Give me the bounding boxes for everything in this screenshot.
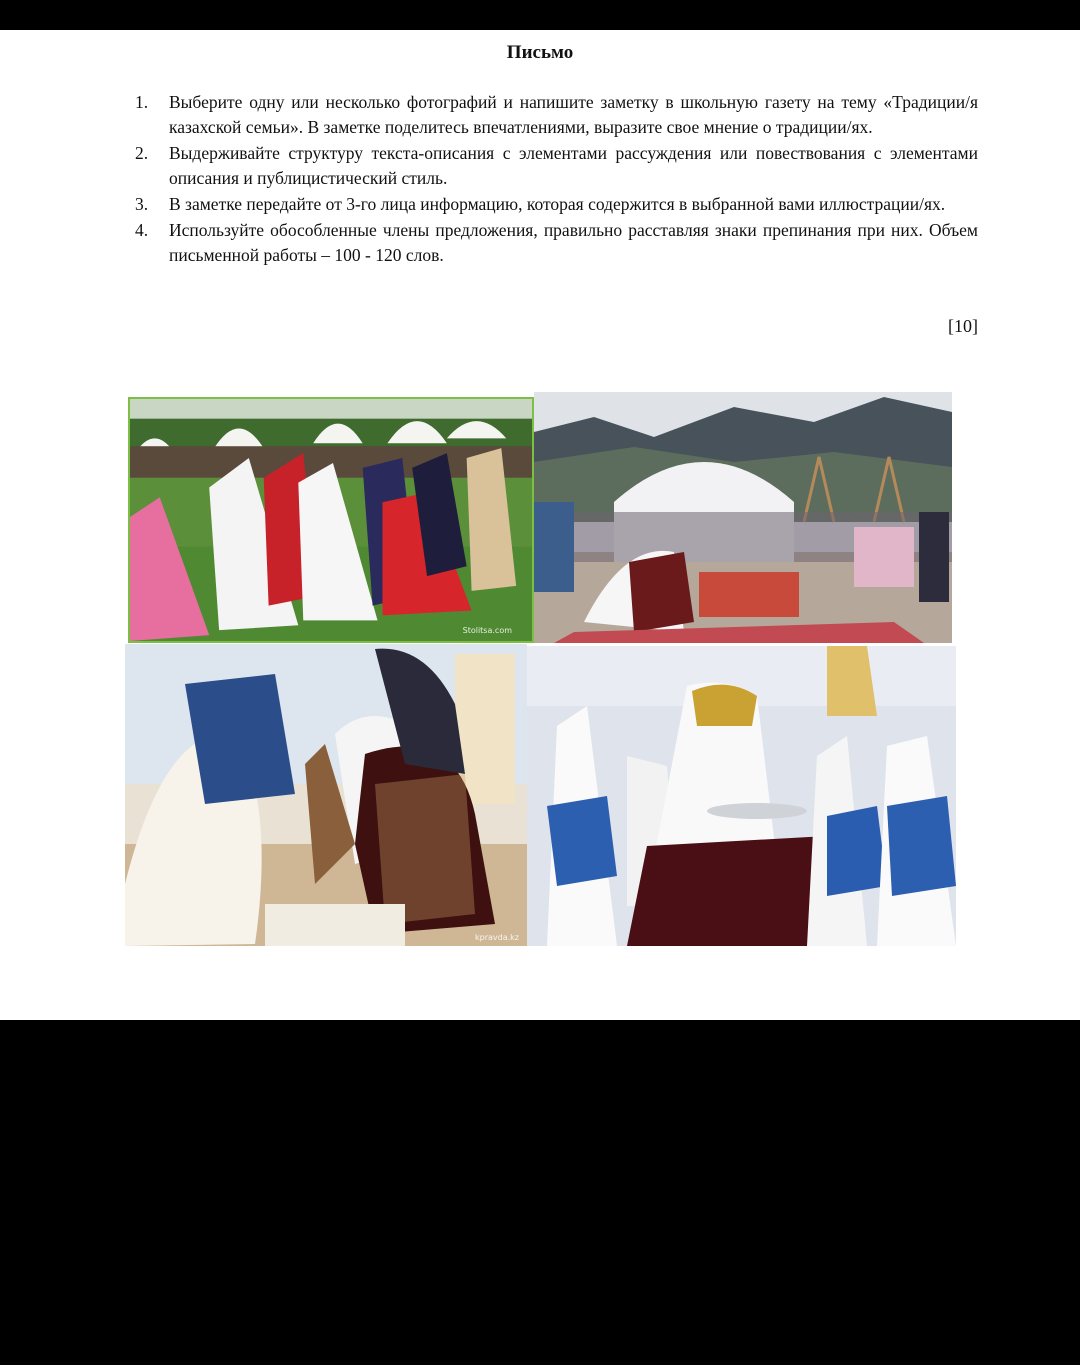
photo-watermark: kpravda.kz: [475, 933, 519, 942]
task-number: 1.: [135, 92, 149, 112]
page-title: Письмо: [506, 42, 574, 63]
document-page: [0, 30, 1080, 1020]
tusau-kesu-photo: [125, 644, 527, 946]
wedding-procession-photo: [128, 397, 534, 643]
score-label: [10]: [948, 316, 978, 336]
hospitality-photo: [527, 646, 956, 946]
task-text: Выдерживайте структуру текста-описания с элементами рассуждения или повествования с элементами описания и публицистический стиль.: [169, 143, 978, 188]
photo-watermark: Stolitsa.com: [462, 626, 512, 635]
task-number: 3.: [135, 194, 149, 214]
photo-collage: [0, 30, 1080, 1020]
task-text: Выберите одну или несколько фотографий и напишите заметку в школьную газету на тему «Традиции/я казахской семьи». В заметке поделитесь впечатлениями, выразите свое мнение о традиции/ях.: [169, 92, 978, 137]
yurt-ceremony-photo: [534, 392, 952, 643]
task-number: 4.: [135, 220, 149, 240]
task-number: 2.: [135, 143, 149, 163]
task-text: В заметке передайте от 3-го лица информацию, которая содержится в выбранной вами иллюстрации/ях.: [169, 194, 946, 214]
task-text: Используйте обособленные члены предложения, правильно расставляя знаки препинания при них. Объем письменной работы – 100 - 120 слов.: [169, 220, 978, 265]
bottom-black-area: [0, 1020, 1080, 1365]
